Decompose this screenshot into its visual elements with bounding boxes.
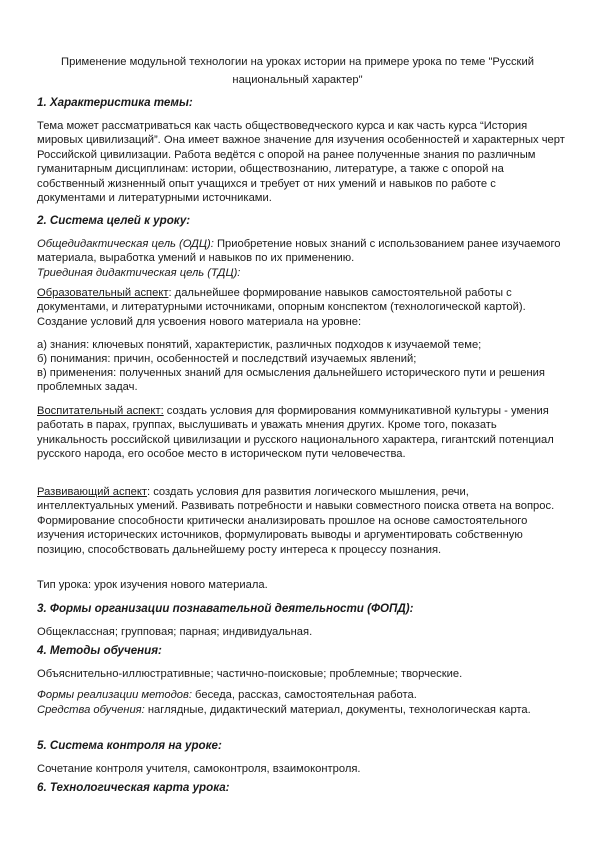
section-5-text: Сочетание контроля учителя, самоконтроля, взаимоконтроля. xyxy=(37,763,361,775)
section-4-text: Объяснительно-иллюстративные; частично-поисковые; проблемные; творческие. xyxy=(37,668,463,680)
tdc-label: Триединая дидактическая цель (ТДЦ): xyxy=(37,267,241,279)
odc-paragraph xyxy=(37,237,565,266)
upbringing-aspect xyxy=(37,404,565,462)
section-1-heading: 1. Характеристика темы: xyxy=(37,96,193,109)
upbringing-aspect-text: создать условия для формирования коммуникативной культуры - умения работать в парах, группах, выслушивать и уважать мнения других. Кроме того, показать уникальность российской цивилизации и русского национального характера, гигантский потенциал русского народа, его особое место в историческом пути человечества. xyxy=(37,405,554,461)
section-4-heading: 4. Методы обучения: xyxy=(37,644,162,657)
educational-aspect xyxy=(37,286,565,329)
forms-of-methods xyxy=(37,688,565,702)
document-title: Применение модульной технологии на уроках истории на примере урока по теме "Русский национальный характер" xyxy=(61,56,534,86)
developing-aspect-text: : создать условия для развития логического мышления, речи, интеллектуальных умений. Развивать потребности и навыки совместного поиска ответа на вопрос. Формирование способности критически анализировать прошлое на основе самостоятельного изучения исторических источников, формулировать выводы и аргументировать собственную позицию, способствовать дальнейшему росту интереса к процессу познания. xyxy=(37,486,555,556)
teaching-means-label: Средства обучения: xyxy=(37,704,145,716)
teaching-means-text: наглядные, дидактический материал, документы, технологическая карта. xyxy=(144,704,531,716)
section-3-heading: 3. Формы организации познавательной деятельности (ФОПД): xyxy=(37,602,414,615)
section-6-heading: 6. Технологическая карта урока: xyxy=(37,781,230,794)
section-5-heading: 5. Система контроля на уроке: xyxy=(37,739,222,752)
section-1-text: Тема может рассматриваться как часть обществоведческого курса и как часть курса “История мировых цивилизаций”. Она имеет важное значение для изучения особенностей и характерных черт Российской цивилизации. Работа ведётся с опорой на ранее полученные знания по различным гуманитарным дисциплинам: истории, обществознанию, литературе, а также с опорой на собственный жизненный опыт учащихся и требует от них умений и навыков по работе с документами и литературными источниками. xyxy=(37,120,565,205)
developing-aspect xyxy=(37,485,565,557)
forms-of-methods-text: беседа, рассказ, самостоятельная работа. xyxy=(191,689,417,701)
level-b: б) понимания: причин, особенностей и последствий изучаемых явлений; xyxy=(37,353,417,365)
developing-aspect-label: Развивающий аспект xyxy=(37,486,147,498)
section-3-text: Общеклассная; групповая; парная; индивидуальная. xyxy=(37,626,313,638)
level-a: а) знания: ключевых понятий, характеристик, различных подходов к изучаемой теме; xyxy=(37,339,482,351)
upbringing-aspect-label: Воспитательный аспект: xyxy=(37,405,164,417)
lesson-type: Тип урока: урок изучения нового материала. xyxy=(37,579,268,591)
odc-text: Приобретение новых знаний с использованием ранее изучаемого материала, выработка умений и навыков по их применению. xyxy=(37,238,561,265)
forms-of-methods-label: Формы реализации методов: xyxy=(37,689,192,701)
teaching-means xyxy=(37,703,565,717)
level-c: в) применения: полученных знаний для осмысления дальнейшего исторического пути и решения проблемных задач. xyxy=(37,367,545,394)
odc-label: Общедидактическая цель (ОДЦ): xyxy=(37,238,214,250)
educational-aspect-text: : дальнейшее формирование навыков самостоятельной работы с документами, и литературными источниками, опорным конспектом (технологической картой). Создание условий для усвоения нового материала на уровне: xyxy=(37,287,526,328)
educational-aspect-label: Образовательный аспект xyxy=(37,287,169,299)
section-2-heading: 2. Система целей к уроку: xyxy=(37,214,191,227)
